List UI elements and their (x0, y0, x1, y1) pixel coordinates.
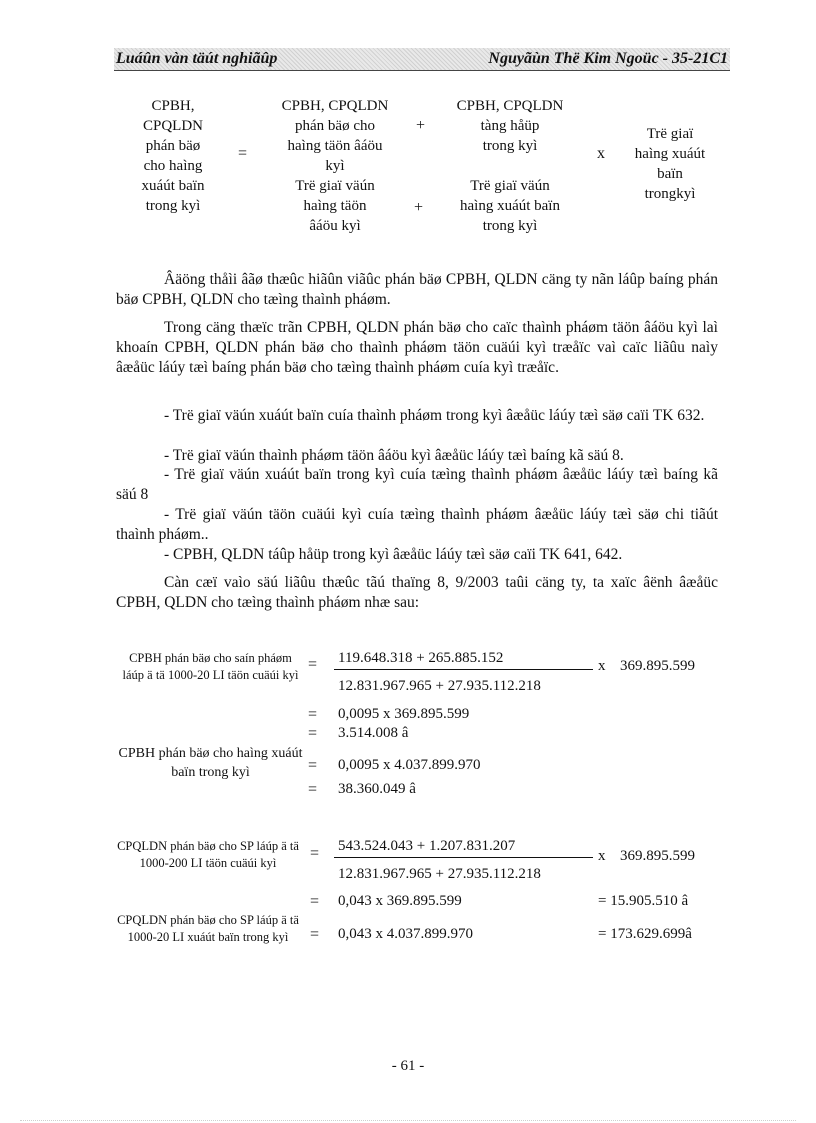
formula-times: x (597, 145, 605, 162)
calc1-equals-step4: = (308, 781, 318, 798)
calc2-times: x (598, 848, 606, 864)
calc1-denominator: 12.831.967.965 + 27.935.112.218 (338, 678, 541, 694)
formula-numerator-b: CPBH, CPQLDN tàng håüp trong kyì (456, 98, 564, 154)
calc2-step1: 0,043 x 369.895.599 (338, 893, 462, 909)
bottom-divider (20, 1120, 796, 1121)
calc1-result-sales: 38.360.049 â (338, 781, 416, 797)
formula-lhs-label: CPBH, CPQLDN phán bäø cho haìng xuáút baïn trong kyì (141, 98, 205, 214)
calc1-step1: 0,0095 x 369.895.599 (338, 706, 470, 722)
calc1-multiplier: 369.895.599 (620, 658, 695, 674)
calc2-result-closing: = 15.905.510 â (598, 893, 689, 909)
header-author: Nguyãùn Thë Kim Ngoüc - 35-21C1 (488, 50, 728, 67)
calc1-equals-step3: = (308, 757, 318, 774)
calc1-numerator: 119.648.318 + 265.885.152 (338, 650, 504, 666)
header-thesis-title: Luáûn vàn täút nghiãûp (116, 50, 278, 67)
calc1-equals: = (308, 656, 318, 673)
calc2-result-sales: = 173.629.699â (598, 926, 692, 942)
paragraph-allocation-table: Âäöng thåìi âãø thæûc hiãûn viãûc phán bäø CPBH, QLDN cäng ty nãn láûp baíng phán bäø CPBH, QLDN cho tæìng thaình pháøm. (116, 271, 718, 308)
calc2-equals-step2: = (310, 926, 320, 943)
bullet-accumulated-costs: - CPBH, QLDN táûp håüp trong kyì âæåüc láúy tæì säø caïi TK 641, 642. (164, 546, 623, 563)
calc2-label-closing: CPQLDN phán bäø cho SP láúp ä tä 1000-200 LI täön cuäúi kyì (117, 839, 299, 870)
calc1-result-closing: 3.514.008 â (338, 725, 409, 741)
calc2-multiplier: 369.895.599 (620, 848, 695, 864)
bullet-opening-inventory: - Trë giaï väún thaình pháøm täön âáöu kyì âæåüc láúy tæì baíng kã säú 8. (164, 447, 624, 464)
paragraph-calculation-intro: Càn cæï vaìo säú liãûu thæûc tãú thaïng 8, 9/2003 taûi cäng ty, ta xaïc âënh âæåüc CPBH, QLDN cho tæìng thaình pháøm nhæ sau: (116, 574, 718, 611)
calc2-step2: 0,043 x 4.037.899.970 (338, 926, 473, 942)
formula-numerator-a: CPBH, CPQLDN phán bäø cho haìng täön âáöu kyì (281, 98, 389, 174)
calc1-fraction-bar (334, 669, 593, 670)
calc1-times: x (598, 658, 606, 674)
calc1-step3: 0,0095 x 4.037.899.970 (338, 757, 481, 773)
page-header (114, 48, 730, 71)
formula-denominator-a: Trë giaï väún haìng täön âáöu kyì (295, 178, 375, 234)
formula-rhs-label: Trë giaï haìng xuáút baïn trongkyì (634, 126, 706, 202)
calc2-equals: = (310, 845, 320, 862)
page-number: - 61 - (391, 1058, 425, 1074)
formula-plus-numerator: + (416, 117, 426, 134)
bullet-sales-cost: - Trë giaï väún xuáút baïn trong kyì cuía tæìng thaình pháøm âæåüc láúy tæì baíng kã säú 8 (116, 466, 718, 503)
bullet-closing-inventory: - Trë giaï väún täön cuäúi kyì cuía tæìng thaình pháøm âæåüc láúy tæì säø chi tiãút thaình pháøm.. (116, 506, 718, 543)
calc1-equals-step1: = (308, 706, 318, 723)
formula-equals: = (238, 145, 248, 162)
calc2-fraction-bar (334, 857, 593, 858)
paragraph-formula-explanation: Trong cäng thæïc trãn CPBH, QLDN phán bäø cho caïc thaình pháøm täön âáöu kyì laì khoaín CPBH, QLDN phán bäø cho thaình pháøm täön cuäúi kyì træåïc vaì caïc liãûu naìy âæåüc láúy tæì baíng phán bäø cho tæìng thaình pháøm cuía kyì træåïc. (116, 319, 718, 376)
calc2-denominator: 12.831.967.965 + 27.935.112.218 (338, 866, 541, 882)
formula-denominator-b: Trë giaï väún haìng xuáút baïn trong kyì (460, 178, 560, 234)
formula-plus-denominator: + (414, 199, 424, 216)
calc1-label-sales: CPBH phán bäø cho haìng xuáút baïn trong kyì (118, 746, 303, 780)
calc2-numerator: 543.524.043 + 1.207.831.207 (338, 838, 516, 854)
calc1-label-closing: CPBH phán bäø cho saín pháøm láúp ä tä 1000-20 LI täön cuäúi kyì (122, 651, 299, 682)
calc2-label-sales: CPQLDN phán bäø cho SP láúp ä tä 1000-20 LI xuáút baïn trong kyì (117, 913, 299, 944)
calc1-equals-step2: = (308, 725, 318, 742)
bullet-cost-of-sales: - Trë giaï väún xuáút baïn cuía thaình pháøm trong kyì âæåüc láúy tæì säø caïi TK 632. (164, 407, 705, 424)
calc2-equals-step1: = (310, 893, 320, 910)
